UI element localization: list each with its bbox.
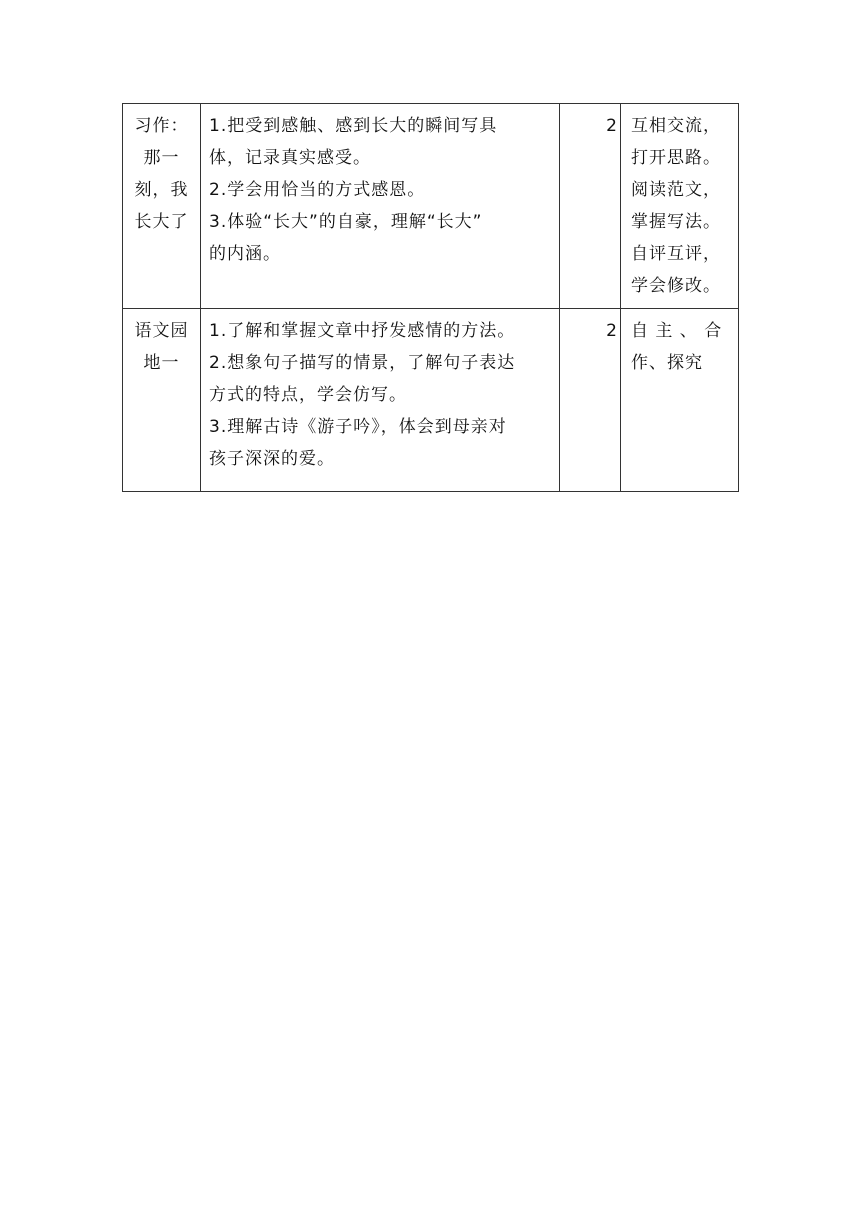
table-row: [123, 104, 739, 309]
method-line: 作、探究: [631, 353, 703, 373]
method-line: 掌握写法。: [631, 212, 721, 232]
method-line: 打开思路。: [631, 148, 721, 168]
unit-line: 习作：: [134, 116, 189, 136]
objectives-cell: [201, 104, 560, 309]
method-cell: [621, 104, 739, 309]
method-line: 阅读范文，: [631, 180, 721, 200]
method-line: 互相交流，: [631, 116, 721, 136]
lesson-plan-table: [122, 103, 739, 492]
objectives-cell: [201, 309, 560, 492]
unit-cell: [123, 104, 201, 309]
objective-line: 孩子深深的爱。: [209, 449, 335, 469]
hours-cell: 2: [560, 309, 621, 492]
hours-cell: 2: [560, 104, 621, 309]
unit-line: 长大了: [134, 212, 189, 232]
method-cell: [621, 309, 739, 492]
method-line: 学会修改。: [631, 276, 721, 296]
method-line: 自评互评，: [631, 244, 721, 264]
objective-line: 3.体验“长大”的自豪，理解“长大”: [209, 212, 483, 232]
table-row: [123, 309, 739, 492]
objective-line: 2.学会用恰当的方式感恩。: [209, 180, 426, 200]
unit-line: 地一: [143, 353, 180, 373]
objective-line: 方式的特点，学会仿写。: [209, 385, 407, 405]
unit-line: 那一: [143, 148, 180, 168]
objective-line: 3.理解古诗《游子吟》，体会到母亲对: [209, 417, 507, 437]
objective-line: 的内涵。: [209, 244, 281, 264]
objective-line: 1.把受到感触、感到长大的瞬间写具: [209, 116, 498, 136]
objective-line: 1.了解和掌握文章中抒发感情的方法。: [209, 321, 516, 341]
method-line: 自 主 、 合: [631, 321, 723, 341]
unit-line: 语文园: [134, 321, 189, 341]
objective-line: 体，记录真实感受。: [209, 148, 371, 168]
objective-line: 2.想象句子描写的情景，了解句子表达: [209, 353, 516, 373]
unit-line: 刻，我: [134, 180, 189, 200]
unit-cell: [123, 309, 201, 492]
